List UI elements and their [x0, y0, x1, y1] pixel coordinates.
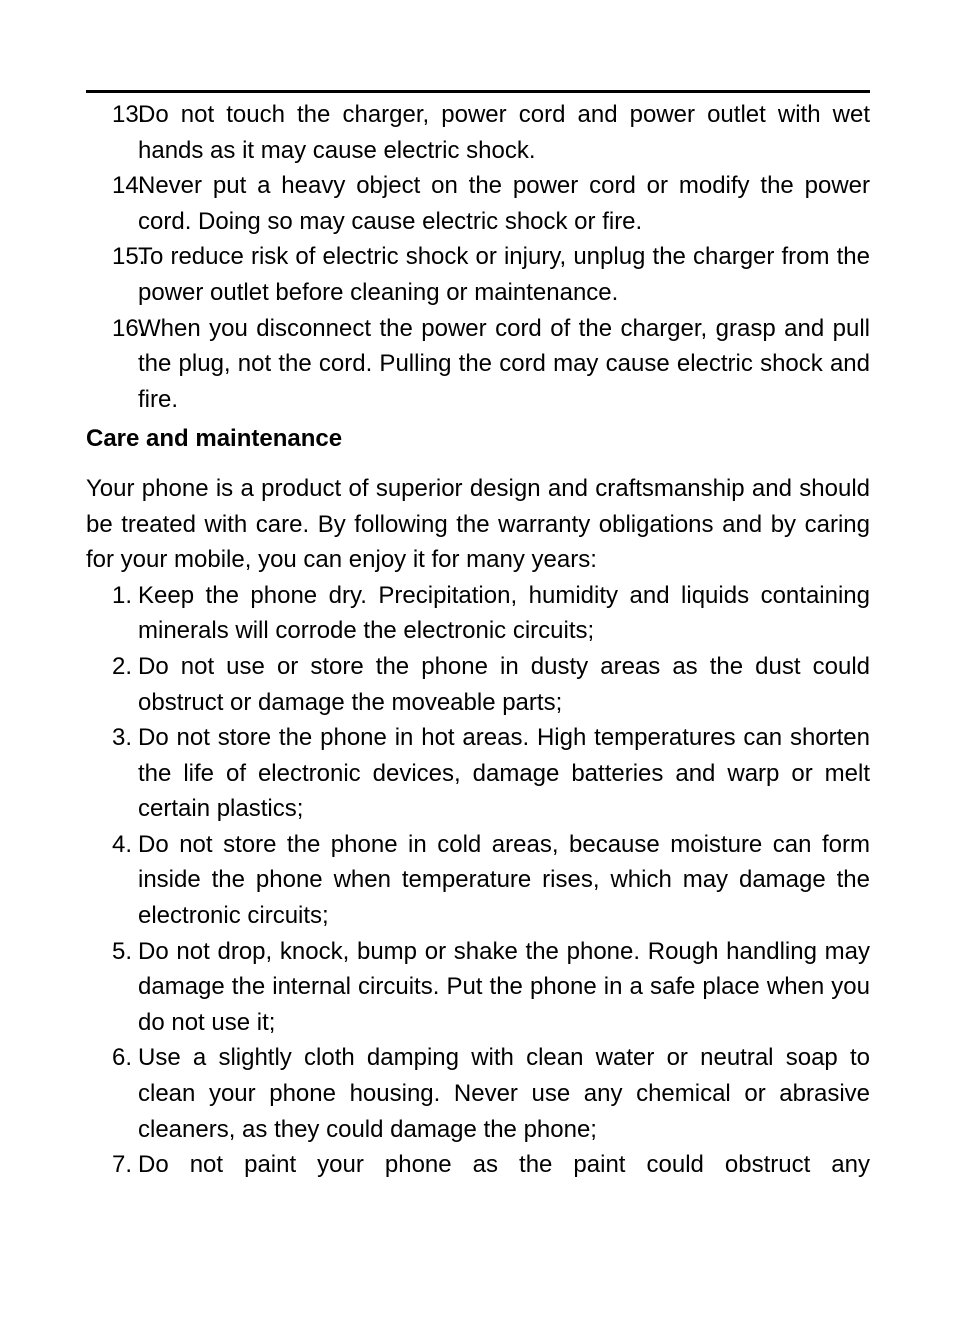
item-number: 13. [112, 101, 146, 128]
item-number: 2. [112, 652, 133, 680]
list-item [86, 720, 870, 827]
list-item [86, 239, 870, 310]
item-text: Keep the phone dry. Precipitation, humidity and liquids containing minerals will corrode the electronic circuits; [138, 581, 870, 645]
list-item [86, 649, 870, 720]
item-text: When you disconnect the power cord of the charger, grasp and pull the plug, not the cord. Pulling the cord may cause electric shock and fire. [138, 314, 870, 413]
item-text: To reduce risk of electric shock or injury, unplug the charger from the power outlet before cleaning or maintenance. [138, 243, 870, 306]
list-item [86, 97, 870, 168]
header-rule [86, 90, 870, 93]
item-number: 1. [112, 581, 133, 609]
list-item [86, 1040, 870, 1147]
intro-paragraph: Your phone is a product of superior design and craftsmanship and should be treated with care. By following the warranty obligations and by caring for your mobile, you can enjoy it for many years: [86, 474, 870, 574]
item-text: Do not touch the charger, power cord and power outlet with wet hands as it may cause electric shock. [138, 101, 870, 164]
item-text: Do not drop, knock, bump or shake the phone. Rough handling may damage the internal circuits. Put the phone in a safe place when you do not use it; [138, 937, 870, 1036]
item-number: 14. [112, 172, 146, 200]
list-item [86, 578, 870, 649]
safety-list [86, 97, 870, 417]
list-item [86, 311, 870, 418]
item-text: Do not store the phone in hot areas. High temperatures can shorten the life of electronic devices, damage batteries and warp or melt certain plastics; [138, 724, 870, 823]
item-text: Do not use or store the phone in dusty areas as the dust could obstruct or damage the moveable parts; [138, 652, 870, 716]
item-text: Use a slightly cloth damping with clean water or neutral soap to clean your phone housing. Never use any chemical or abrasive cleaners, as they could damage the phone; [138, 1044, 870, 1143]
item-number: 7. [112, 1151, 133, 1179]
item-number: 5. [112, 937, 133, 965]
document-page [86, 90, 870, 1183]
item-text: Do not paint your phone as the paint could obstruct any [138, 1151, 870, 1179]
list-item [86, 827, 870, 934]
section-heading: Care and maintenance [86, 425, 343, 453]
care-list [86, 578, 870, 1183]
item-number: 15. [112, 243, 146, 271]
item-number: 16. [112, 314, 146, 342]
item-number: 6. [112, 1044, 133, 1072]
item-number: 3. [112, 724, 133, 752]
item-text: Do not store the phone in cold areas, because moisture can form inside the phone when temperature rises, which may damage the electronic circuits; [138, 830, 870, 930]
item-number: 4. [112, 830, 133, 858]
item-text: Never put a heavy object on the power cord or modify the power cord. Doing so may cause electric shock or fire. [138, 172, 870, 235]
list-item [86, 168, 870, 239]
list-item [86, 1147, 870, 1183]
list-item [86, 934, 870, 1041]
